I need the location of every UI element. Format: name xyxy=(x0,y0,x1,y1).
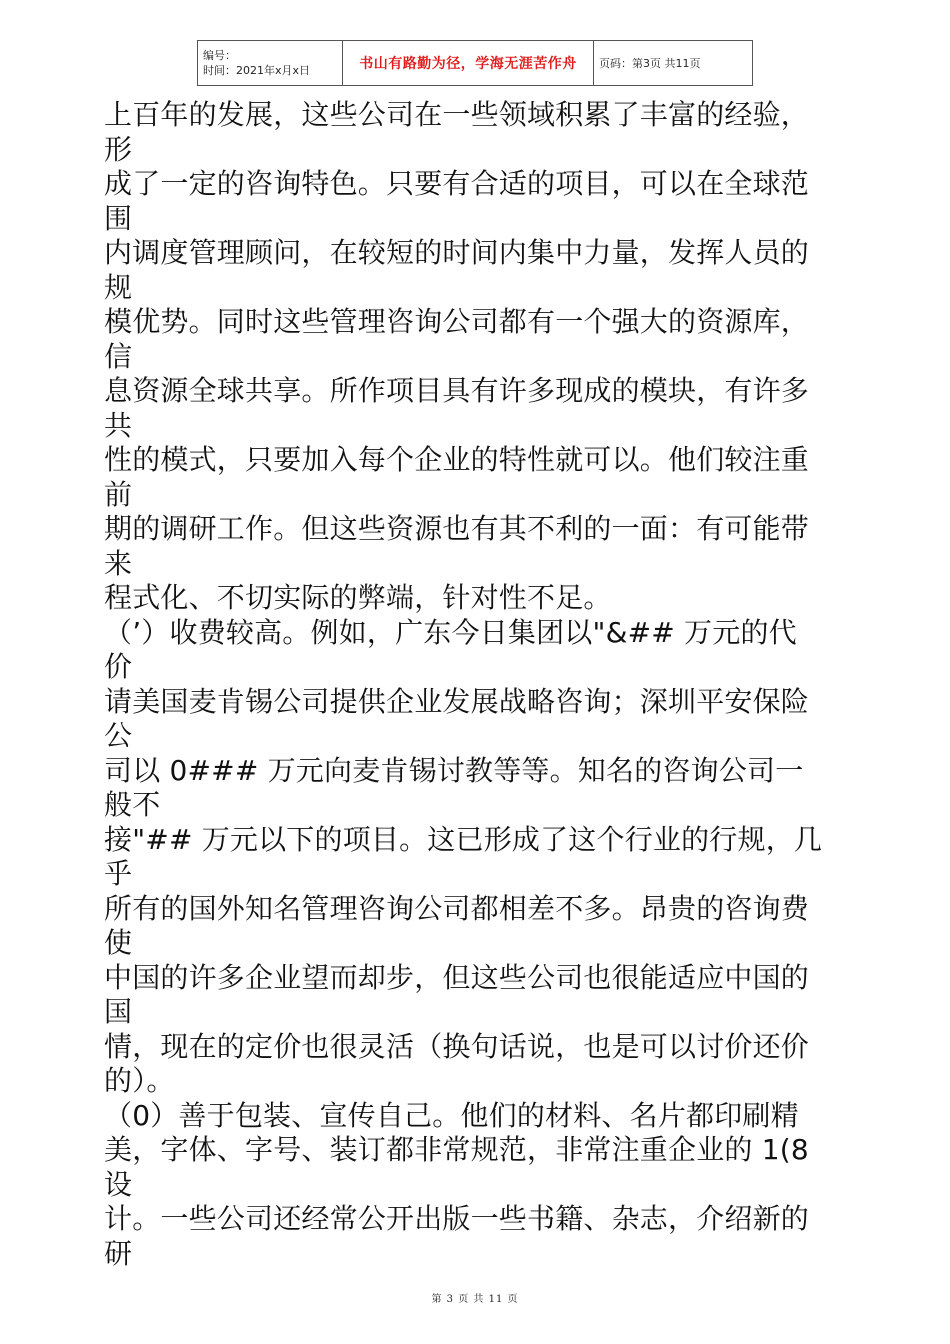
text-line: 上百年的发展，这些公司在一些领域积累了丰富的经验， xyxy=(104,98,810,131)
document-body xyxy=(104,98,864,1271)
text-line: 接"## 万元以下的项目。这已形成了这个行业的行规，几 xyxy=(104,822,823,856)
text-line: 共 xyxy=(104,408,133,442)
text-line: 价 xyxy=(104,650,133,683)
page-footer: 第 3 页 共 11 页 xyxy=(431,1294,519,1305)
text-line: 设 xyxy=(104,1167,133,1201)
text-line: 情，现在的定价也很灵活（换句话说，也是可以讨价还价 xyxy=(104,1029,810,1063)
text-line: （’）收费较高。例如，广东今日集团以"&## 万元的代 xyxy=(104,615,797,649)
header-motto: 书山有路勤为径，学海无涯苦作舟 xyxy=(343,41,594,86)
text-line: 形 xyxy=(104,132,133,166)
text-line: 般不 xyxy=(104,788,161,821)
text-line: 的）。 xyxy=(104,1064,175,1097)
text-line: 内调度管理顾问，在较短的时间内集中力量，发挥人员的 xyxy=(104,236,810,269)
text-line: 信 xyxy=(104,339,133,373)
text-line: 程式化、不切实际的弊端，针对性不足。 xyxy=(104,581,612,614)
text-line: 乎 xyxy=(104,857,133,890)
text-line: 来 xyxy=(104,546,133,580)
text-line: 息资源全球共享。所作项目具有许多现成的模块，有许多 xyxy=(104,374,810,407)
text-line: 中国的许多企业望而却步，但这些公司也很能适应中国的 xyxy=(104,960,810,994)
text-line: 期的调研工作。但这些资源也有其不利的一面：有可能带 xyxy=(104,512,810,545)
header-meta xyxy=(198,41,343,86)
text-line: 所有的国外知名管理咨询公司都相差不多。昂贵的咨询费 xyxy=(104,891,810,925)
text-line: 模优势。同时这些管理咨询公司都有一个强大的资源库， xyxy=(104,305,810,338)
text-line: 司以 0### 万元向麦肯锡讨教等等。知名的咨询公司一 xyxy=(104,753,804,787)
header-page-info: 页码：第3页 共11页 xyxy=(594,41,753,86)
text-line: 围 xyxy=(104,201,133,235)
text-line: 成了一定的咨询特色。只要有合适的项目，可以在全球范 xyxy=(104,167,810,200)
page-header xyxy=(197,40,753,86)
text-line: 公 xyxy=(104,719,133,752)
text-line: 性的模式，只要加入每个企业的特性就可以。他们较注重 xyxy=(104,443,810,476)
text-line: 规 xyxy=(104,270,133,304)
header-time-label: 时间：2021年x月x日 xyxy=(203,64,311,77)
text-line: （0）善于包装、宣传自己。他们的材料、名片都印刷精 xyxy=(104,1098,799,1132)
header-number-label: 编号： xyxy=(203,49,236,62)
text-line: 研 xyxy=(104,1236,133,1270)
text-line: 请美国麦肯锡公司提供企业发展战略咨询；深圳平安保险 xyxy=(104,684,810,718)
text-line: 计。一些公司还经常公开出版一些书籍、杂志，介绍新的 xyxy=(104,1202,810,1235)
text-line: 前 xyxy=(104,477,133,511)
text-line: 国 xyxy=(104,995,133,1028)
text-line: 使 xyxy=(104,926,133,959)
text-line: 美，字体、字号、装订都非常规范，非常注重企业的 1(8 xyxy=(104,1133,809,1166)
